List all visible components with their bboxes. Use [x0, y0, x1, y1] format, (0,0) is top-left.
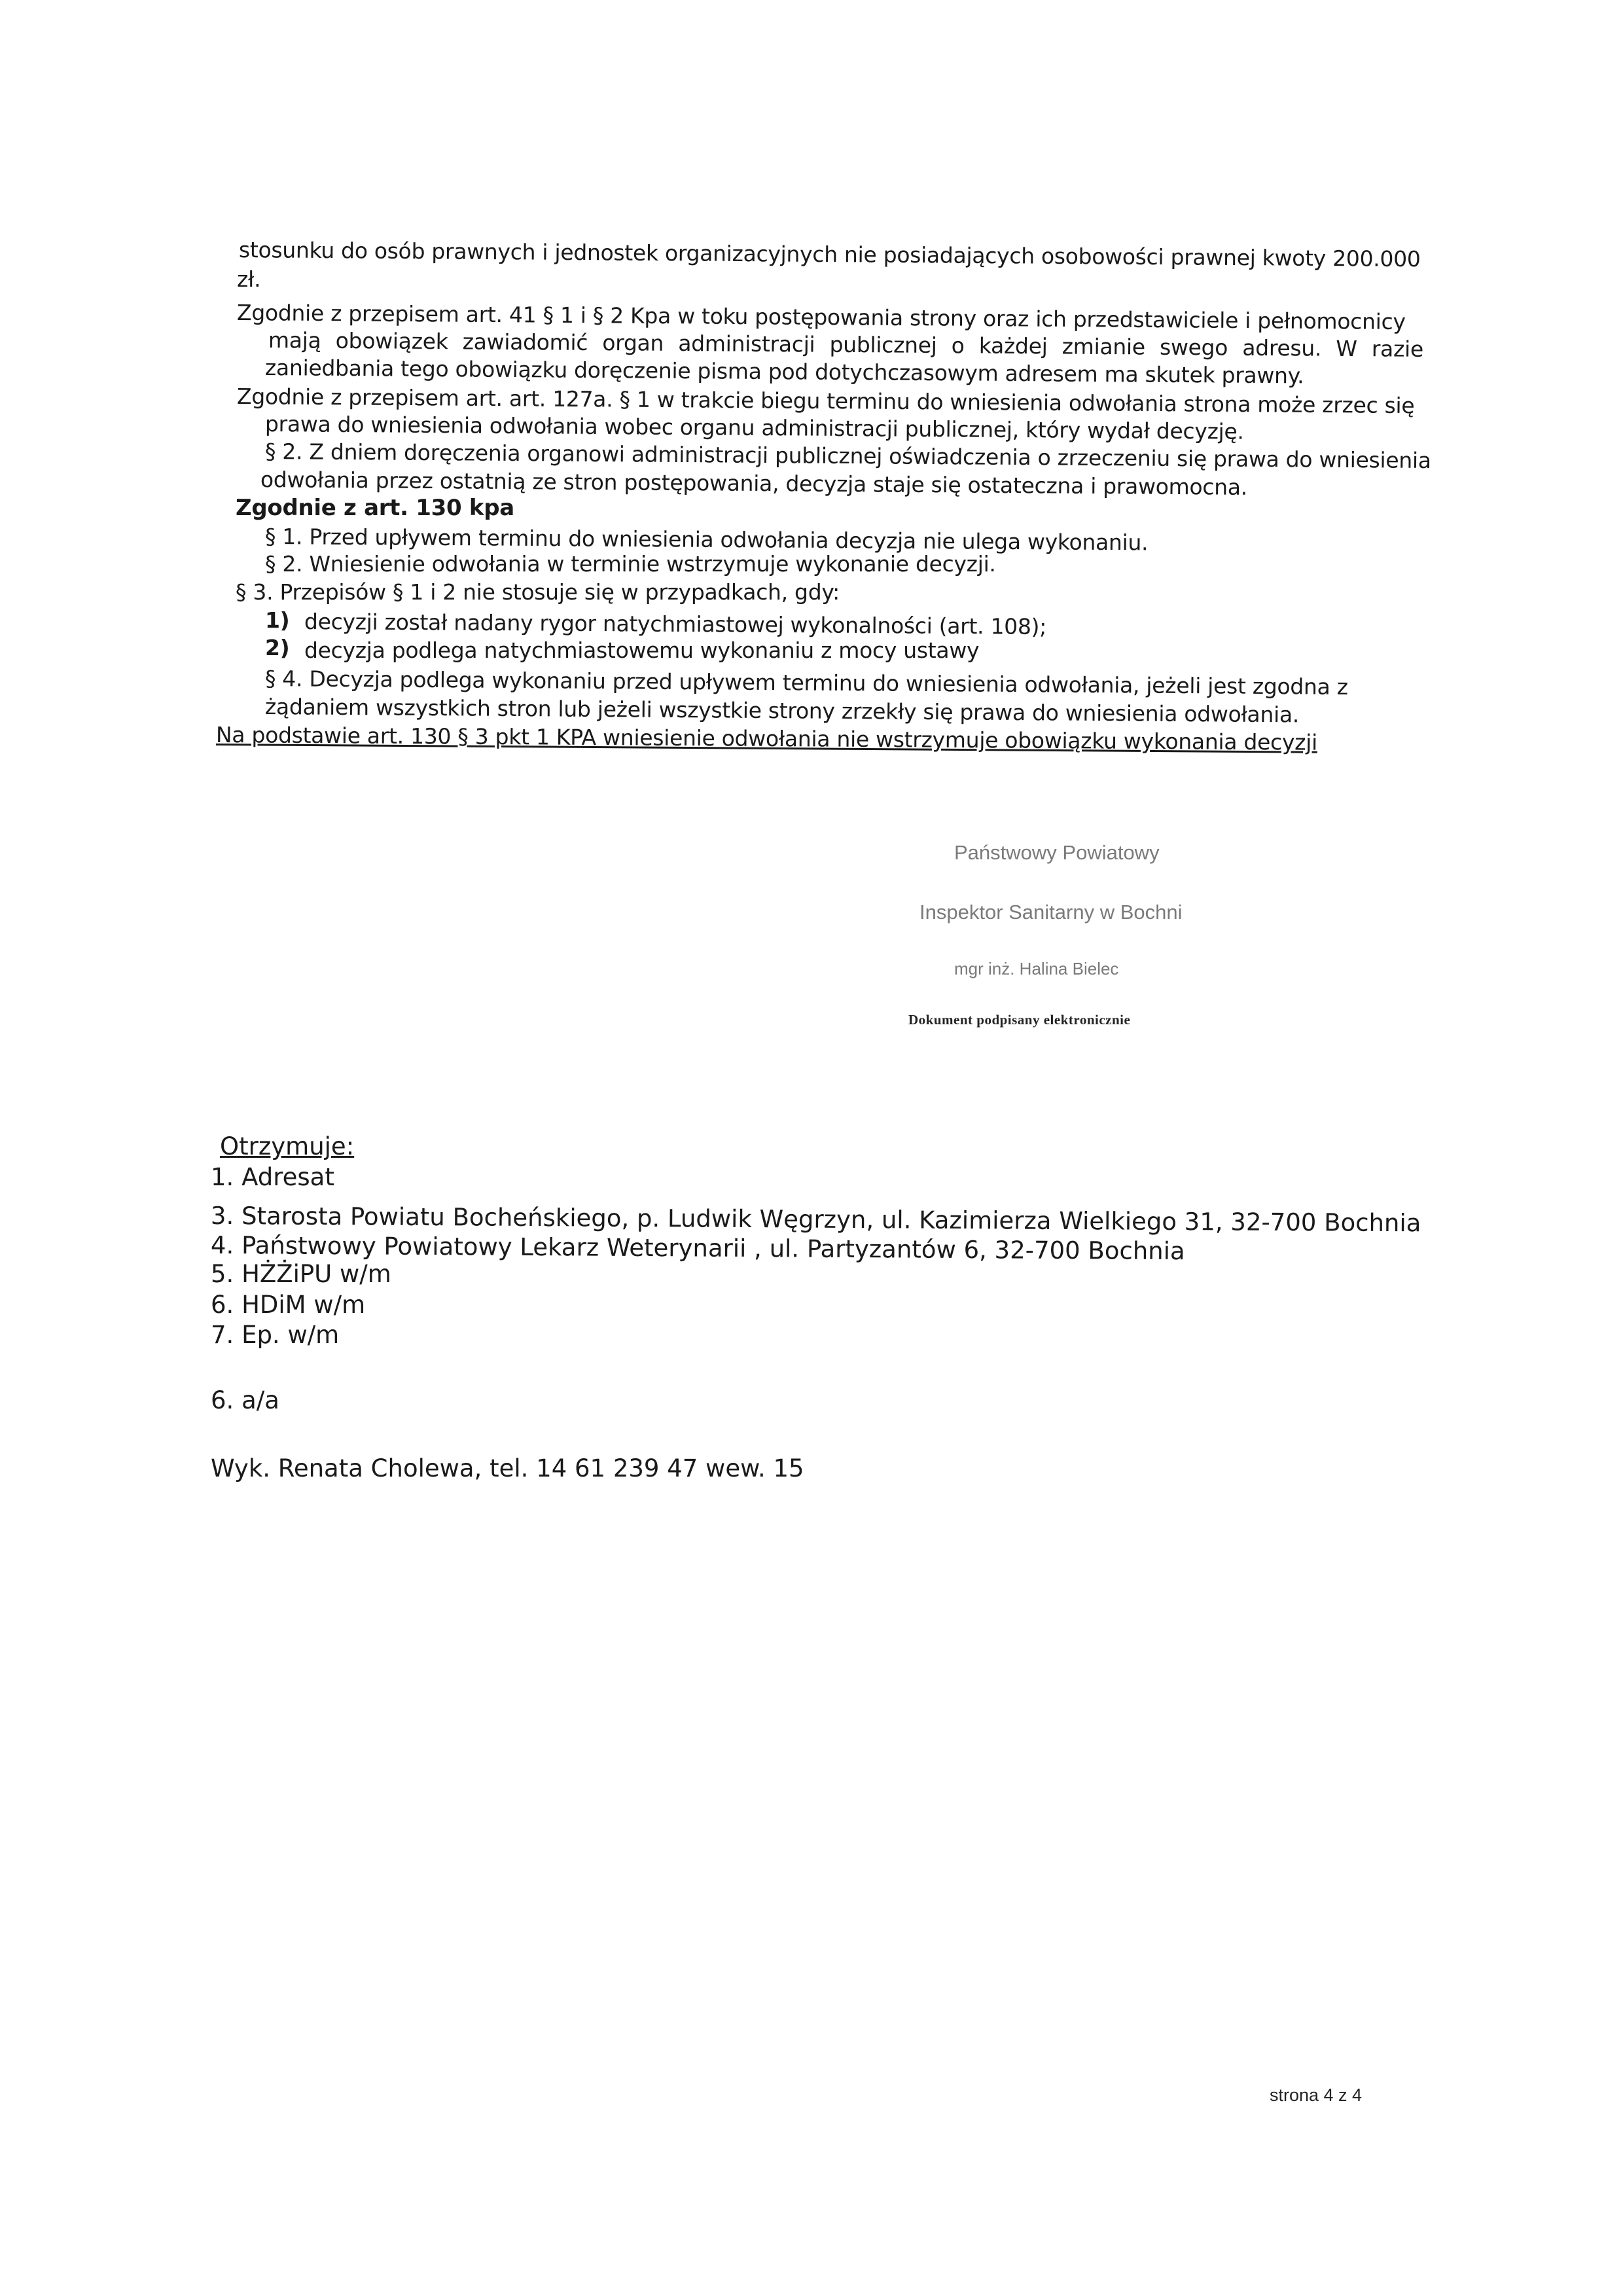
art41-line-2: mają obowiązek zawiadomić organ administracji publicznej o każdej zmianie swego adresu. W razie	[268, 327, 1424, 362]
art130-s4-line-2: żądaniem wszystkich stron lub jeżeli wszystkie strony zrzekły się prawa do wniesienia odwołania.	[264, 694, 1300, 728]
art130-point-2: decyzja podlega natychmiastowemu wykonaniu z mocy ustawy	[304, 637, 980, 663]
recipient-item: 6. HDiM w/m	[211, 1291, 366, 1319]
art127a-s2-line-1: § 2. Z dniem doręczenia organowi administracji publicznej oświadczenia o zrzeczeniu się prawa do wniesienia	[264, 439, 1431, 473]
body-line-2: zł.	[237, 266, 261, 292]
art130-point-2-number: 2)	[265, 635, 290, 660]
legal-basis-note: Na podstawie art. 130 § 3 pkt 1 KPA wniesienie odwołania nie wstrzymuje obowiązku wykonania decyzji	[215, 722, 1318, 755]
art127a-line-2: prawa do wniesienia odwołania wobec organu administracji publicznej, który wydał decyzję.	[264, 411, 1244, 444]
signature-name: mgr inż. Halina Bielec	[954, 959, 1119, 978]
body-line-1: stosunku do osób prawnych i jednostek organizacyjnych nie posiadających osobowości prawnej kwoty 200.000	[238, 237, 1421, 272]
art127a-line-1: Zgodnie z przepisem art. art. 127a. § 1 w trakcie biegu terminu do wniesienia odwołania strona może zrzec się	[236, 384, 1415, 419]
recipient-extra: 6. a/a	[211, 1386, 279, 1414]
recipient-item: 7. Ep. w/m	[211, 1321, 340, 1349]
art130-s4-line-1: § 4. Decyzja podlega wykonaniu przed upływem terminu do wniesienia odwołania, jeżeli jest zgodna z	[264, 666, 1348, 700]
art41-line-1: Zgodnie z przepisem art. 41 § 1 i § 2 Kpa w toku postępowania strony oraz ich przedstawiciele i pełnomocnicy	[236, 300, 1406, 335]
art130-point-1-number: 1)	[265, 607, 290, 633]
art130-s3: § 3. Przepisów § 1 i 2 nie stosuje się w przypadkach, gdy:	[236, 579, 840, 605]
art41-line-3: zaniedbania tego obowiązku doręczenie pisma pod dotychczasowym adresem ma skutek prawny.	[264, 355, 1304, 389]
page-number: strona 4 z 4	[1270, 2085, 1363, 2105]
art130-heading: Zgodnie z art. 130 kpa	[236, 495, 514, 521]
signature-office-line-1: Państwowy Powiatowy	[954, 841, 1160, 864]
recipient-item: 3. Starosta Powiatu Bocheńskiego, p. Ludwik Węgrzyn, ul. Kazimierza Wielkiego 31, 32-700 Bochnia	[210, 1202, 1421, 1238]
art130-s2: § 2. Wniesienie odwołania w terminie wstrzymuje wykonanie decyzji.	[265, 551, 996, 577]
art130-point-1: decyzji został nadany rygor natychmiastowej wykonalności (art. 108);	[304, 609, 1047, 639]
art130-s1: § 1. Przed upływem terminu do wniesienia odwołania decyzja nie ulega wykonaniu.	[264, 524, 1149, 556]
recipient-item: 5. HŻŻiPU w/m	[211, 1260, 391, 1288]
contact-line: Wyk. Renata Cholewa, tel. 14 61 239 47 wew. 15	[211, 1454, 804, 1482]
recipient-item: 4. Państwowy Powiatowy Lekarz Weterynarii , ul. Partyzantów 6, 32-700 Bochnia	[210, 1231, 1185, 1266]
electronic-signature-note: Dokument podpisany elektronicznie	[908, 1012, 1131, 1028]
recipients-heading: Otrzymuje:	[220, 1132, 355, 1160]
art127a-s2-line-2: odwołania przez ostatnią ze stron postępowania, decyzja staje się ostateczna i prawomocna.	[260, 467, 1248, 500]
signature-office-line-2: Inspektor Sanitarny w Bochni	[919, 901, 1183, 924]
recipient-item: 1. Adresat	[211, 1163, 334, 1191]
